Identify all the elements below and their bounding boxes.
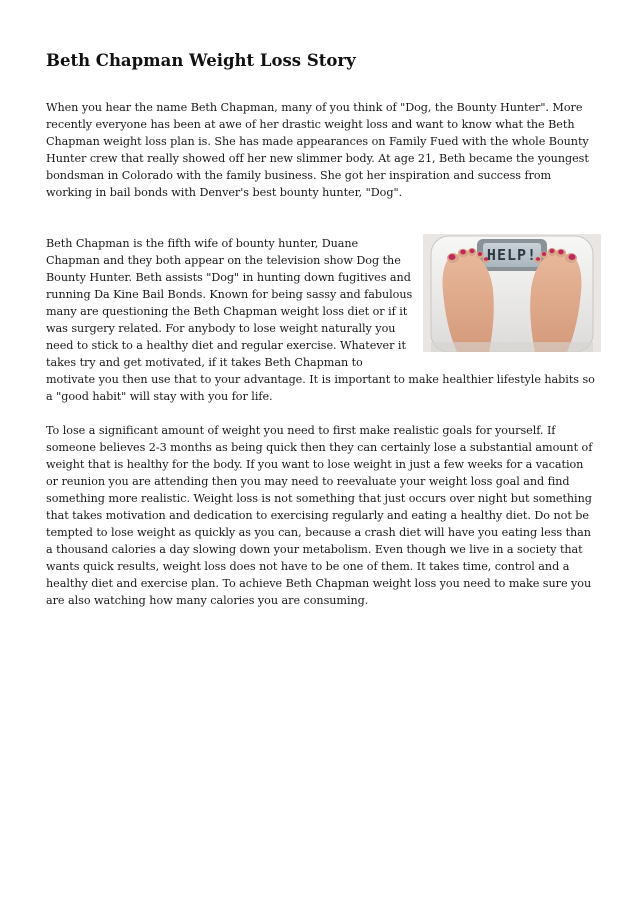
scale-display-text: HELP! (486, 246, 538, 264)
paragraph-intro: When you hear the name Beth Chapman, many of you think of "Dog, the Bounty Hunter". More recently everyone has been at awe of her drastic weight loss and want to know what the Beth Chapman weight loss plan is. She has made appearances on Family Fued with the whole Bounty Hunter crew that really showed off her new slimmer body. At age 21, Beth became the youngest bondsman in Colorado with the family business. She got her inspiration and success from working in bail bonds with Denver's best bounty hunter, "Dog". (46, 101, 589, 199)
document-page (46, 50, 596, 609)
article-title: Beth Chapman Weight Loss Story (46, 51, 356, 70)
paragraph-realistic-goals: To lose a significant amount of weight you need to first make realistic goals for yourself. If someone believes 2-3 months as being quick then they can certainly lose a substantial amount of weight that is healthy for the body. If you want to lose weight in just a few weeks for a vacation or reunion you are attending then you may need to reevaluate your weight loss goal and find something more realistic. Weight loss is not something that just occurs over night but something that takes motivation and dedication to exercising regularly and eating a healthy diet. Do not be tempted to lose weight as quickly as you can, because a crash diet will have you eating less than a thousand calories a day slowing down your metabolism. Even though we live in a society that wants quick results, weight loss does not have to be one of them. It takes time, control and a healthy diet and exercise plan. To achieve Beth Chapman weight loss you need to make sure you are also watching how many calories you are consuming. (46, 424, 593, 607)
paragraph-with-image-wrapper (46, 235, 596, 405)
paragraph-beth-background: Beth Chapman is the fifth wife of bounty hunter, Duane Chapman and they both appear on the television show Dog the Bounty Hunter. Beth assists "Dog" in hunting down fugitives and running Da Kine Bail Bonds. Known for being sassy and fabulous many are questioning the Beth Chapman weight loss diet or if it was surgery related. For anybody to lose weight naturally you need to stick to a healthy diet and regular exercise. Whatever it takes try and get motivated, if it takes Beth Chapman to motivate you then use that to your advantage. It is important to make healthier lifestyle habits so a "good habit" will stay with you for life. (46, 237, 595, 403)
scale-feet-photo (423, 234, 601, 352)
